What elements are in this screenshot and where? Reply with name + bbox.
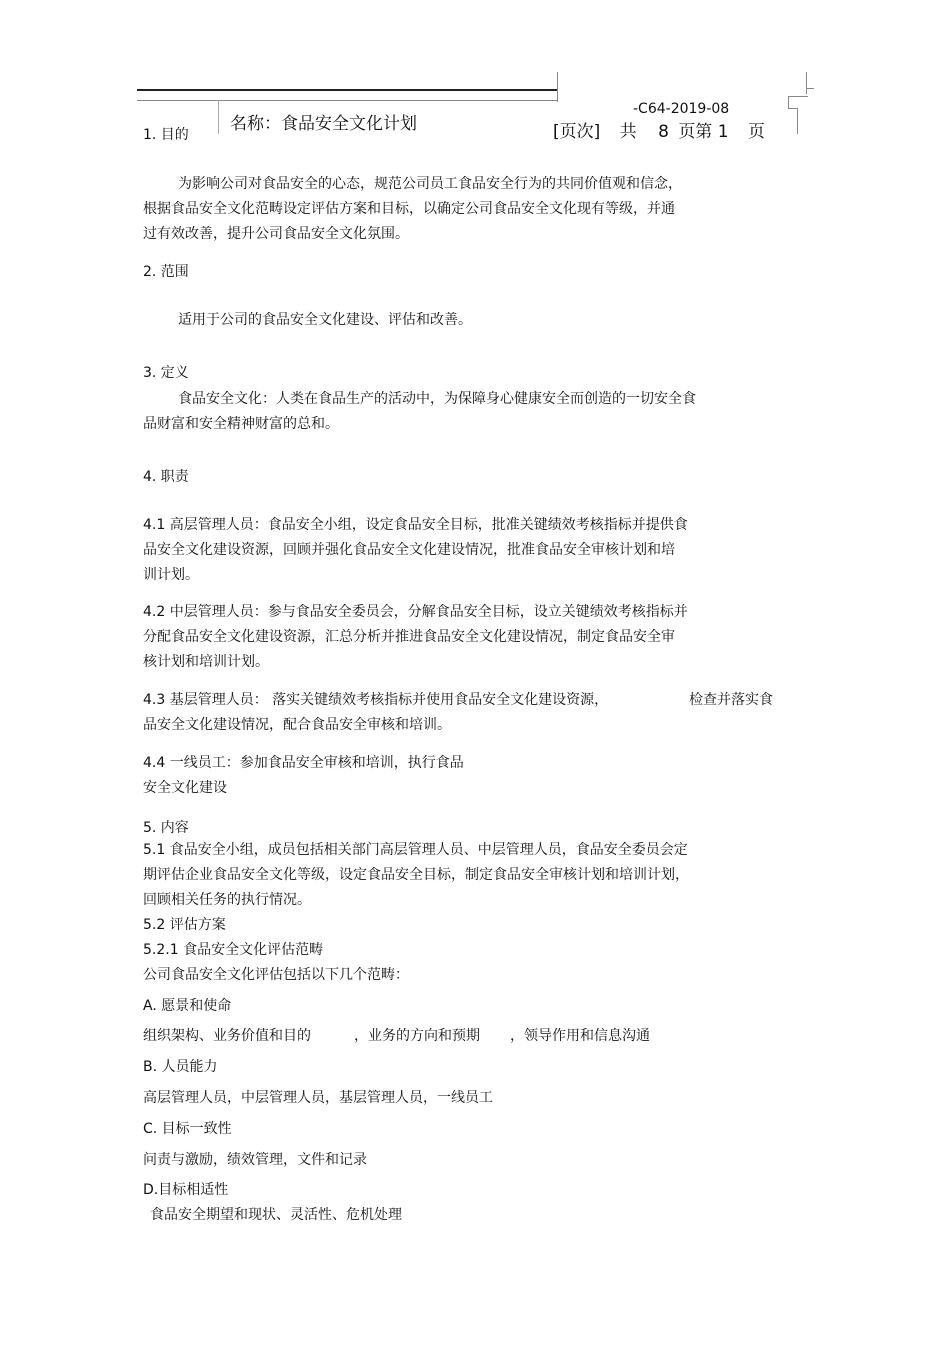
section-5-1-line-3: 回顾相关任务的执行情况。 <box>143 892 311 908</box>
section-5-2-1-title: 5.2.1 食品安全文化评估范畴 <box>143 942 324 958</box>
section-4-1-line-3: 训计划。 <box>143 567 199 583</box>
header-right-corner-h <box>788 96 808 97</box>
section-4-4-line-1: 4.4 一线员工：参加食品安全审核和培训，执行食品 <box>143 755 464 771</box>
header-vertical-rule <box>557 72 558 102</box>
header-top-rule-2 <box>137 100 557 101</box>
page-info <box>553 117 765 142</box>
section-1-line-2: 根据食品安全文化范畴设定评估方案和目标，以确定公司食品安全文化现有等级，并通 <box>143 201 675 217</box>
header-right-corner-v2 <box>788 96 789 108</box>
category-a-item-3: ，领导作用和信息沟通 <box>510 1028 650 1044</box>
category-a-item-2: ，业务的方向和预期 <box>354 1028 480 1044</box>
header-title-left-rule <box>218 100 219 134</box>
section-5-2-title: 5.2 评估方案 <box>143 917 226 933</box>
page-current: 1 <box>717 122 729 142</box>
page-ye-di: 页第 <box>678 122 713 142</box>
page-gong: 共 <box>619 122 637 142</box>
section-3-line-2: 品财富和安全精神财富的总和。 <box>143 416 339 432</box>
category-c-items: 问责与激励，绩效管理，文件和记录 <box>143 1152 367 1168</box>
section-1-line-3: 过有效改善，提升公司食品安全文化氛围。 <box>143 226 409 242</box>
page-label: [页次] <box>553 122 601 142</box>
section-1-line-1: 为影响公司对食品安全的心态，规范公司员工食品安全行为的共同价值观和信念， <box>178 176 682 192</box>
header-right-corner-v <box>806 72 807 94</box>
page-ye: 页 <box>747 122 765 142</box>
section-5-1-line-1: 5.1 食品安全小组，成员包括相关部门高层管理人员、中层管理人员，食品安全委员会定 <box>143 842 688 858</box>
section-4-3-line-1b: 检查并落实食 <box>689 692 773 708</box>
category-c-title: C. 目标一致性 <box>143 1121 232 1137</box>
category-b-title: B. 人员能力 <box>143 1059 218 1075</box>
section-3-title: 3. 定义 <box>143 365 189 381</box>
section-4-1-line-1: 4.1 高层管理人员：食品安全小组，设定食品安全目标，批准关键绩效考核指标并提供食 <box>143 517 688 533</box>
section-5-title: 5. 内容 <box>143 820 189 836</box>
section-4-3-line-2: 品安全文化建设情况，配合食品安全审核和培训。 <box>143 717 451 733</box>
section-4-title: 4. 职责 <box>143 469 189 485</box>
category-a-item-1: 组织架构、业务价值和目的 <box>143 1028 311 1044</box>
section-5-2-1-intro: 公司食品安全文化评估包括以下几个范畴： <box>143 967 409 983</box>
category-a-title: A. 愿景和使命 <box>143 998 232 1014</box>
header-top-rule <box>137 89 557 91</box>
category-b-items: 高层管理人员，中层管理人员，基层管理人员，一线员工 <box>143 1090 493 1106</box>
category-d-title: D.目标相适性 <box>143 1182 229 1198</box>
section-4-2-line-3: 核计划和培训计划。 <box>143 654 269 670</box>
section-3-line-1: 食品安全文化：人类在食品生产的活动中，为保障身心健康安全而创造的一切安全食 <box>178 391 696 407</box>
section-4-4-line-2: 安全文化建设 <box>143 780 227 796</box>
section-2-title: 2. 范围 <box>143 264 189 280</box>
header-right-tick <box>806 88 814 89</box>
section-4-2-line-1: 4.2 中层管理人员：参与食品安全委员会，分解食品安全目标，设立关键绩效考核指标并 <box>143 604 688 620</box>
header-right-corner-v3 <box>797 108 798 134</box>
document-code: -C64-2019-08 <box>633 101 730 117</box>
section-4-1-line-2: 品安全文化建设资源，回顾并强化食品安全文化建设情况，批准食品安全审核计划和培 <box>143 542 675 558</box>
section-5-1-line-2: 期评估企业食品安全文化等级，设定食品安全目标，制定食品安全审核计划和培训计划， <box>143 867 689 883</box>
document-title: 名称：食品安全文化计划 <box>230 114 417 134</box>
category-d-items: 食品安全期望和现状、灵活性、危机处理 <box>150 1207 402 1223</box>
section-1-title: 1. 目的 <box>143 127 189 143</box>
page-total: 8 <box>658 122 669 142</box>
section-4-3-line-1a: 4.3 基层管理人员： 落实关键绩效考核指标并使用食品安全文化建设资源， <box>143 692 609 708</box>
section-2-text: 适用于公司的食品安全文化建设、评估和改善。 <box>178 312 472 328</box>
section-4-2-line-2: 分配食品安全文化建设资源，汇总分析并推进食品安全文化建设情况，制定食品安全审 <box>143 629 675 645</box>
